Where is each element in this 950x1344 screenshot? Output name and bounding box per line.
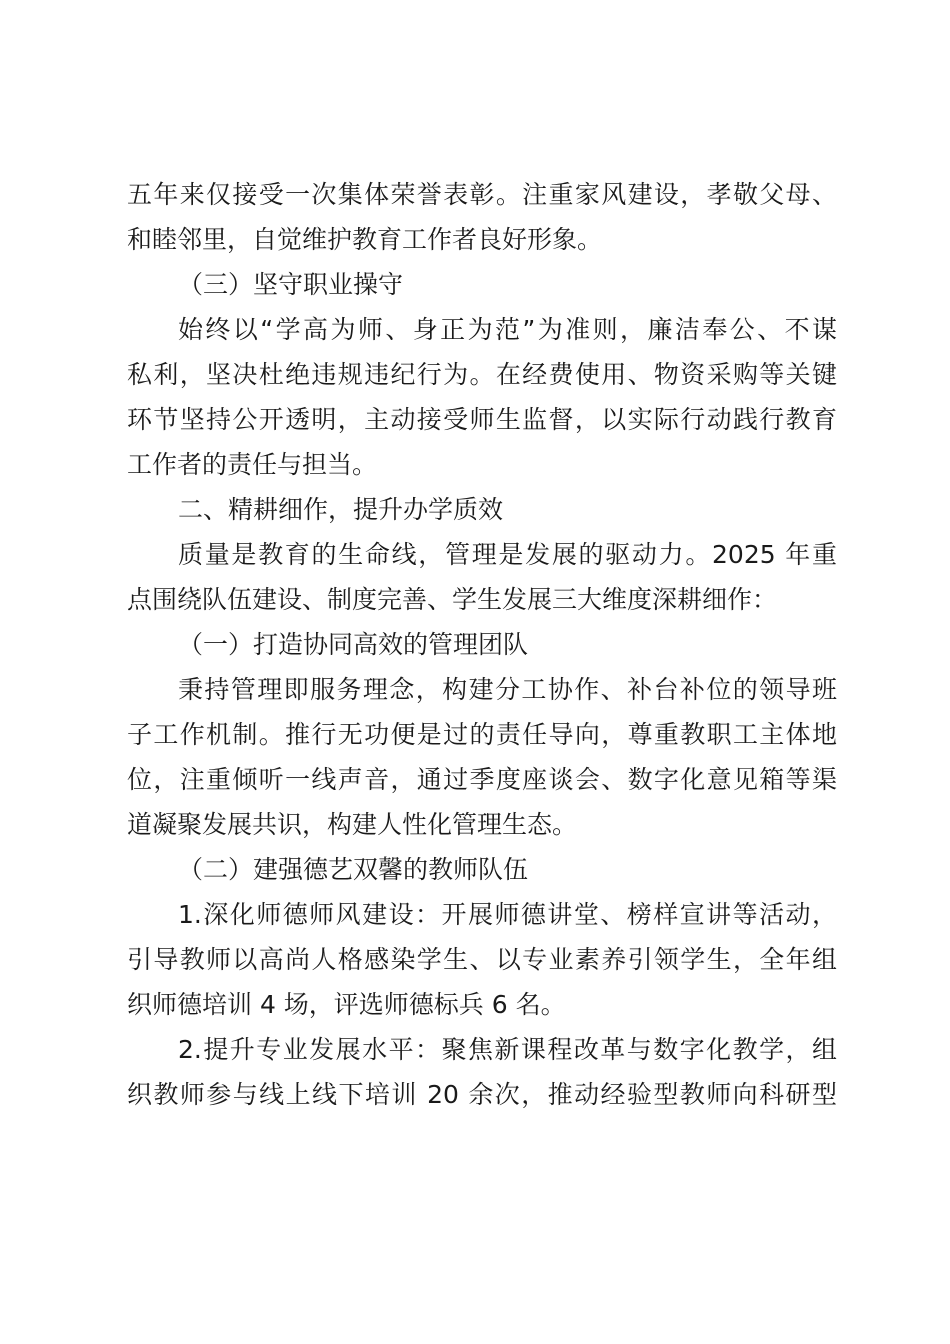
paragraph-line-2: 和睦邻里，自觉维护教育工作者良好形象。 xyxy=(127,225,603,254)
section-heading-11: （一）打造协同高效的管理团队 xyxy=(178,630,529,659)
paragraph-line-7: 工作者的责任与担当。 xyxy=(127,450,378,479)
section-heading-8: 二、精耕细作，提升办学质效 xyxy=(178,495,504,524)
paragraph-line-5: 私利，坚决杜绝违规违纪行为。在经费使用、物资采购等关键 xyxy=(127,360,837,389)
paragraph-line-12: 秉持管理即服务理念，构建分工协作、补台补位的领导班 xyxy=(178,675,837,704)
paragraph-line-9: 质量是教育的生命线，管理是发展的驱动力。2025 年重 xyxy=(178,540,837,569)
paragraph-line-20: 2.提升专业发展水平：聚焦新课程改革与数字化教学，组 xyxy=(178,1035,837,1064)
paragraph-line-14: 位，注重倾听一线声音，通过季度座谈会、数字化意见箱等渠 xyxy=(127,765,837,794)
paragraph-line-15: 道凝聚发展共识，构建人性化管理生态。 xyxy=(127,810,578,839)
section-heading-3: （三）坚守职业操守 xyxy=(178,270,404,299)
paragraph-line-6: 环节坚持公开透明，主动接受师生监督，以实际行动践行教育 xyxy=(127,405,837,434)
section-heading-16: （二）建强德艺双馨的教师队伍 xyxy=(178,855,529,884)
paragraph-line-19: 织师德培训 4 场，评选师德标兵 6 名。 xyxy=(127,990,566,1019)
paragraph-line-1: 五年来仅接受一次集体荣誉表彰。注重家风建设，孝敬父母、 xyxy=(127,180,837,209)
paragraph-line-21: 织教师参与线上线下培训 20 余次，推动经验型教师向科研型 xyxy=(127,1080,837,1109)
paragraph-line-10: 点围绕队伍建设、制度完善、学生发展三大维度深耕细作： xyxy=(127,585,778,614)
paragraph-line-18: 引导教师以高尚人格感染学生、以专业素养引领学生，全年组 xyxy=(127,945,837,974)
paragraph-line-17: 1.深化师德师风建设：开展师德讲堂、榜样宣讲等活动， xyxy=(178,900,837,929)
paragraph-line-4: 始终以“学高为师、身正为范”为准则，廉洁奉公、不谋 xyxy=(178,315,837,344)
paragraph-line-13: 子工作机制。推行无功便是过的责任导向，尊重教职工主体地 xyxy=(127,720,837,749)
